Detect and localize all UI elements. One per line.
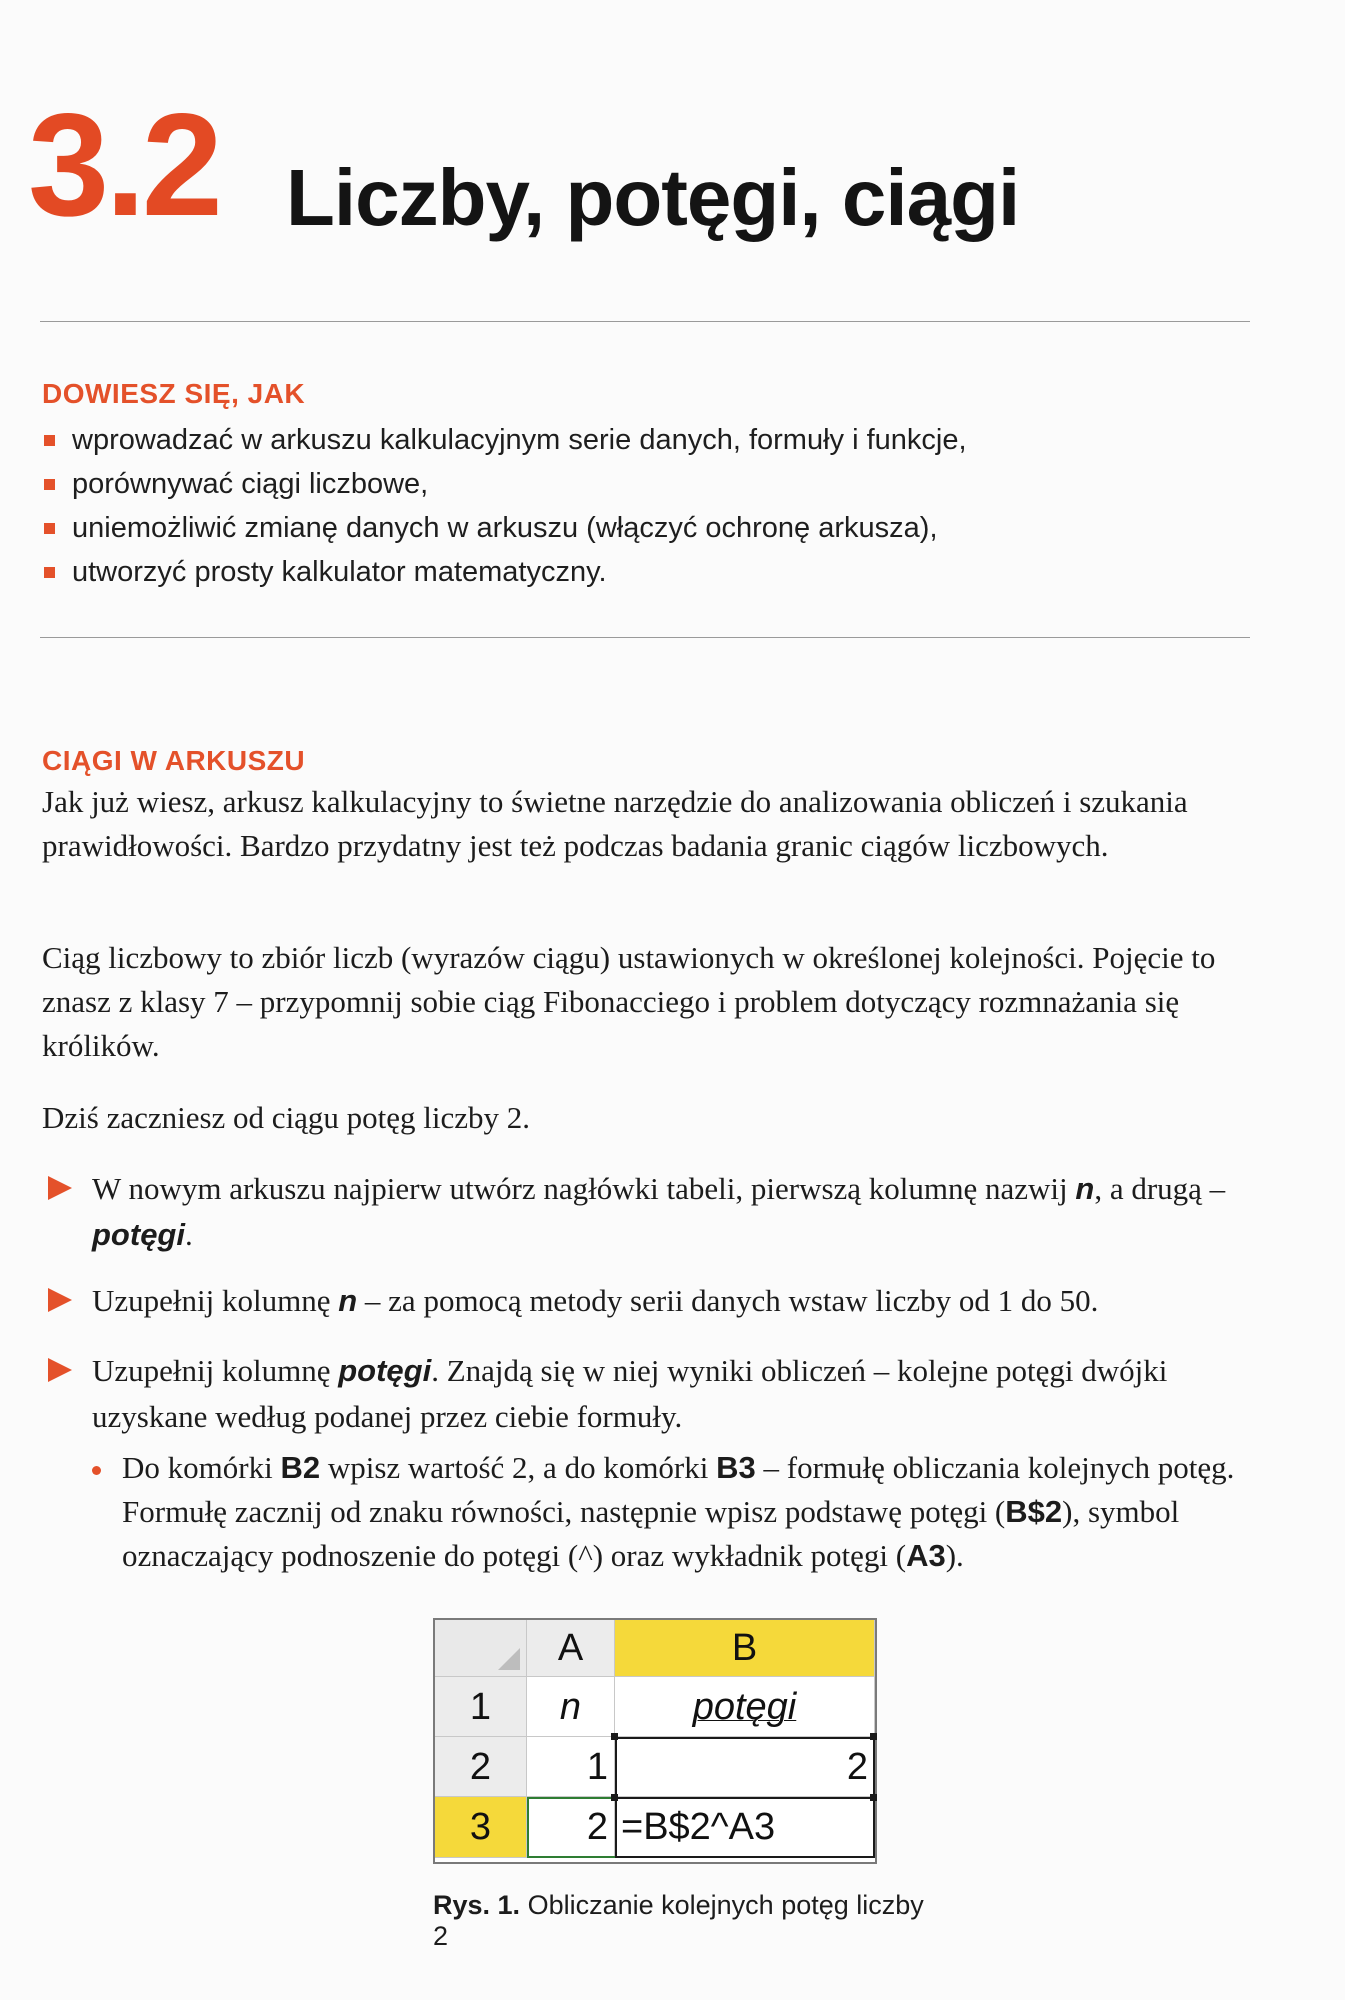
section-heading: CIĄGI W ARKUSZU	[42, 745, 306, 776]
square-bullet-icon	[44, 435, 55, 446]
instruction-step-1: W nowym arkuszu najpierw utwórz nagłówki tabeli, pierwszą kolumnę nazwij n, a drugą – potęgi.	[42, 1166, 1257, 1258]
arrow-right-icon	[48, 1176, 72, 1200]
goals-list	[42, 418, 967, 594]
column-header-b: B	[615, 1620, 875, 1677]
row-header-1: 1	[435, 1677, 527, 1737]
paragraph-intro: Jak już wiesz, arkusz kalkulacyjny to świetne narzędzie do analizowania obliczeń i szukania prawidłowości. Bardzo przydatny jest też podczas badania granic ciągów liczbowych.	[42, 784, 1188, 863]
cell-a3-reference-border	[527, 1797, 617, 1858]
divider-bottom	[40, 637, 1250, 638]
goal-item: porównywać ciągi liczbowe,	[42, 462, 967, 506]
selection-handle-icon	[870, 1733, 877, 1740]
instruction-step-3: Uzupełnij kolumnę potęgi. Znajdą się w niej wyniki obliczeń – kolejne potęgi dwójki uzyskane według podanej przez ciebie formuły.	[42, 1348, 1257, 1440]
round-bullet-icon	[92, 1466, 101, 1475]
row-header-3: 3	[435, 1797, 527, 1858]
cell-b1: potęgi	[615, 1677, 875, 1737]
selection-handle-icon	[611, 1794, 618, 1801]
chapter-title: Liczby, potęgi, ciągi	[286, 153, 1020, 242]
figure-caption: Rys. 1. Obliczanie kolejnych potęg liczby 2	[433, 1890, 924, 1951]
cell-b2: 2	[615, 1737, 875, 1797]
column-header-a: A	[527, 1620, 615, 1677]
corner-triangle-icon	[498, 1648, 520, 1670]
arrow-right-icon	[48, 1358, 72, 1382]
cell-a2: 1	[527, 1737, 615, 1797]
instruction-substep: Do komórki B2 wpisz wartość 2, a do komórki B3 – formułę obliczania kolejnych potęg. Formułę zacznij od znaku równości, następnie wpisz podstawę potęgi (B$2), symbol oznaczający podnoszenie do potęgi (^) oraz wykładnik potęgi (A3).	[92, 1446, 1257, 1578]
row-header-2: 2	[435, 1737, 527, 1797]
arrow-right-icon	[48, 1288, 72, 1312]
divider-top	[40, 321, 1250, 322]
cell-b2-reference-border	[615, 1737, 875, 1799]
paragraph-start: Dziś zaczniesz od ciągu potęg liczby 2.	[42, 1100, 531, 1135]
instruction-step-2: Uzupełnij kolumnę n – za pomocą metody serii danych wstaw liczby od 1 do 50.	[42, 1278, 1257, 1324]
chapter-number: 3.2	[28, 83, 219, 246]
selection-handle-icon	[870, 1794, 877, 1801]
select-all-corner	[435, 1620, 527, 1677]
goal-item: wprowadzać w arkuszu kalkulacyjnym serie danych, formuły i funkcje,	[42, 418, 967, 462]
cell-a1: n	[527, 1677, 615, 1737]
selection-handle-icon	[611, 1733, 618, 1740]
spreadsheet-figure	[433, 1618, 877, 1864]
square-bullet-icon	[44, 479, 55, 490]
goal-item: utworzyć prosty kalkulator matematyczny.	[42, 550, 967, 594]
paragraph-definition: Ciąg liczbowy to zbiór liczb (wyrazów ciągu) ustawionych w określonej kolejności. Pojęcie to znasz z klasy 7 – przypomnij sobie ciąg Fibonacciego i problem dotyczący rozmnażania się królików.	[42, 940, 1216, 1063]
cell-b3-formula: =B$2^A3	[615, 1797, 875, 1858]
cell-a3: 2	[527, 1797, 615, 1858]
square-bullet-icon	[44, 567, 55, 578]
cell-b3-active-border	[615, 1797, 875, 1858]
goals-heading: DOWIESZ SIĘ, JAK	[42, 378, 306, 409]
goal-item: uniemożliwić zmianę danych w arkuszu (włączyć ochronę arkusza),	[42, 506, 967, 550]
square-bullet-icon	[44, 523, 55, 534]
